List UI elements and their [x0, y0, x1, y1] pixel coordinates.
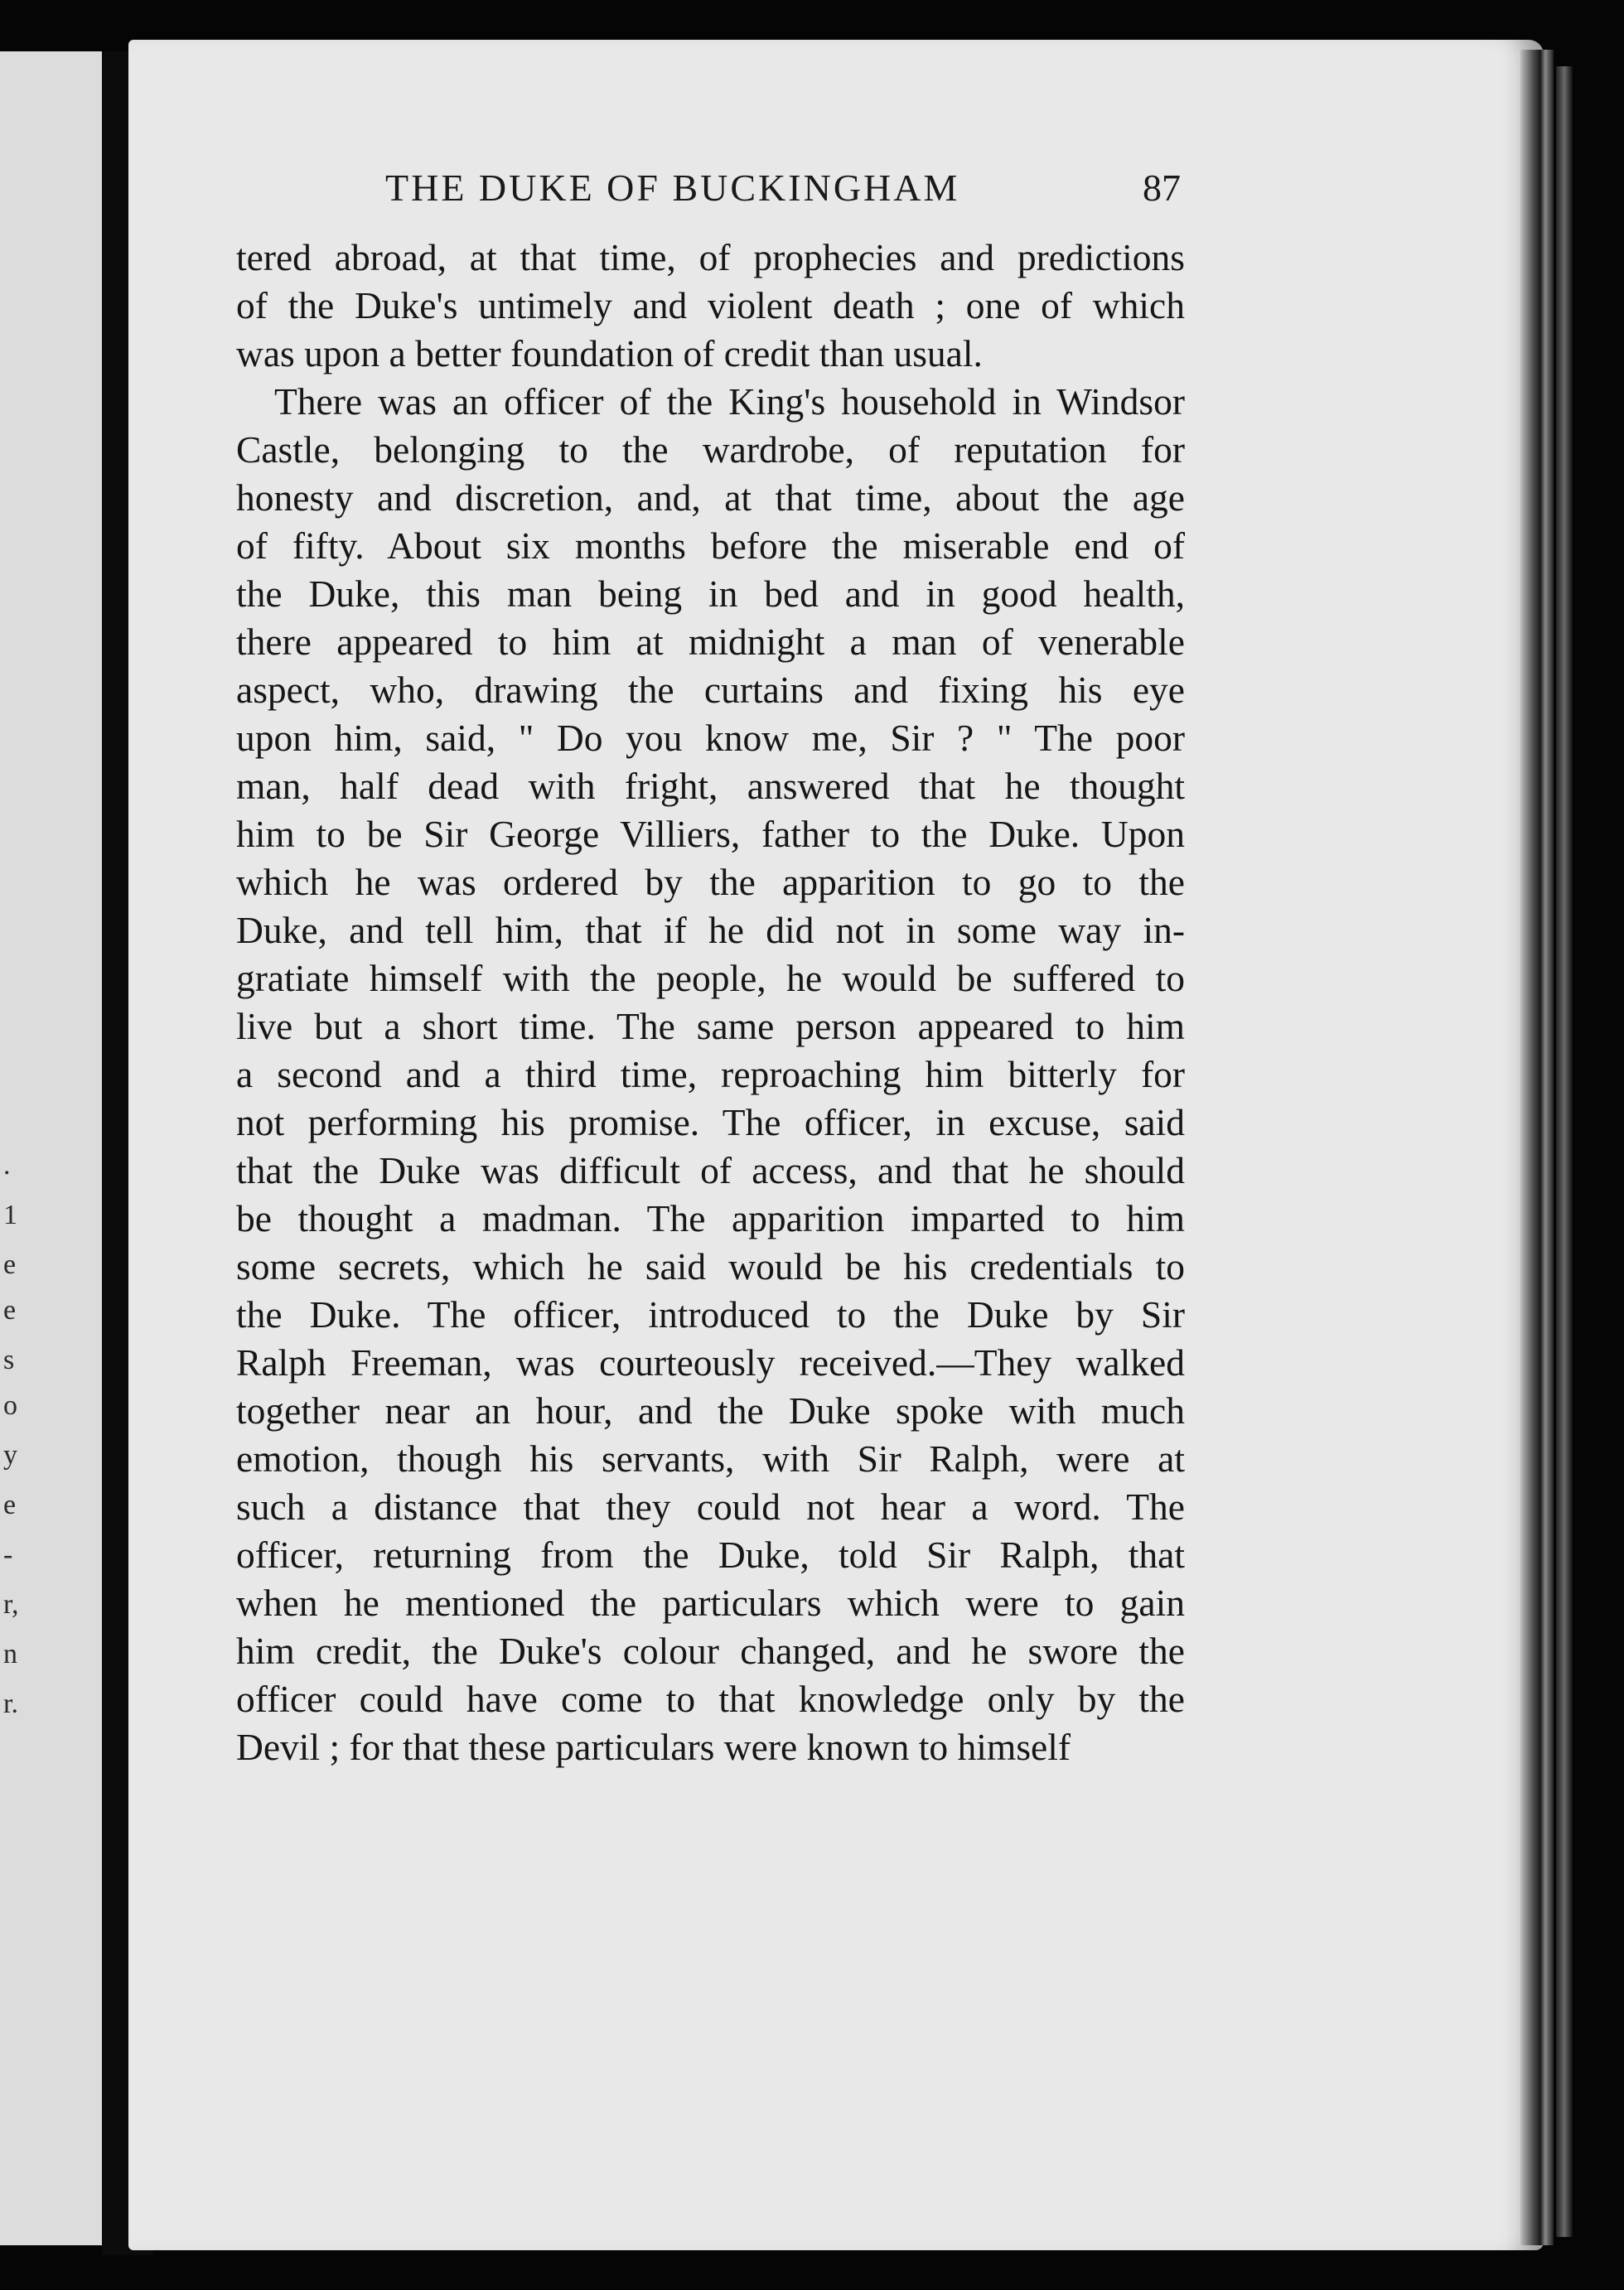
text-line: some secrets, which he said would be his credentials to [236, 1245, 1185, 1288]
margin-fragment: e [3, 1295, 17, 1326]
text-line: aspect, who, drawing the curtains and fixing his eye [236, 669, 1185, 711]
margin-fragment: 1 [3, 1200, 17, 1230]
body-text [236, 234, 1185, 1771]
running-header [385, 166, 1181, 224]
margin-fragment: y [3, 1440, 17, 1471]
page-stack-edge-outer [1556, 66, 1573, 2237]
text-line: there appeared to him at midnight a man of venerable [236, 621, 1185, 663]
text-line: of the Duke's untimely and violent death ; one of which [236, 284, 1185, 326]
text-line: live but a short time. The same person appeared to him [236, 1005, 1185, 1047]
text-line: which he was ordered by the apparition to go to the [236, 861, 1185, 903]
text-line: tered abroad, at that time, of prophecies and predictions [236, 236, 1185, 278]
margin-fragment: s [3, 1345, 15, 1375]
text-line: There was an officer of the King's household in Windsor [274, 380, 1185, 423]
margin-fragment: e [3, 1490, 17, 1520]
text-line: the Duke, this man being in bed and in good health, [236, 572, 1185, 615]
text-line: him credit, the Duke's colour changed, and he swore the [236, 1630, 1185, 1672]
text-line: when he mentioned the particulars which were to gain [236, 1582, 1185, 1624]
text-line: officer could have come to that knowledge only by the [236, 1678, 1185, 1720]
text-line: Ralph Freeman, was courteously received.—They walked [236, 1341, 1185, 1384]
margin-fragment: - [3, 1539, 13, 1570]
text-line: Castle, belonging to the wardrobe, of reputation for [236, 428, 1185, 471]
text-line: together near an hour, and the Duke spoke with much [236, 1389, 1185, 1432]
text-line: not performing his promise. The officer, in excuse, said [236, 1101, 1185, 1143]
text-line: gratiate himself with the people, he would be suffered to [236, 957, 1185, 999]
text-line: officer, returning from the Duke, told Sir Ralph, that [236, 1534, 1185, 1576]
text-line: be thought a madman. The apparition imparted to him [236, 1197, 1185, 1239]
text-line: such a distance that they could not hear a word. The [236, 1486, 1185, 1528]
margin-fragment: r. [3, 1689, 18, 1719]
facing-page-edge [0, 51, 104, 2245]
text-line: him to be Sir George Villiers, father to the Duke. Upon [236, 813, 1185, 855]
margin-fragment: . [3, 1150, 11, 1181]
text-line: upon him, said, " Do you know me, Sir ? " The poor [236, 717, 1185, 759]
text-line: honesty and discretion, and, at that time, about the age [236, 476, 1185, 519]
text-line: the Duke. The officer, introduced to the Duke by Sir [236, 1293, 1185, 1336]
text-line: a second and a third time, reproaching him bitterly for [236, 1053, 1185, 1095]
text-line: that the Duke was difficult of access, and that he should [236, 1149, 1185, 1191]
margin-fragment: o [3, 1390, 17, 1421]
page-number: 87 [1143, 167, 1181, 209]
page-stack-edge [1520, 50, 1554, 2245]
running-title: THE DUKE OF BUCKINGHAM [385, 167, 960, 209]
margin-fragment: n [3, 1639, 17, 1669]
text-line: of fifty. About six months before the miserable end of [236, 524, 1185, 567]
text-line: emotion, though his servants, with Sir Ralph, were at [236, 1437, 1185, 1480]
margin-fragment: e [3, 1249, 17, 1280]
text-line: man, half dead with fright, answered that he thought [236, 765, 1185, 807]
text-line: Devil ; for that these particulars were known to himself [236, 1726, 1071, 1768]
text-line: Duke, and tell him, that if he did not in some way in- [236, 909, 1185, 951]
margin-fragment: r, [3, 1589, 19, 1620]
text-line: was upon a better foundation of credit than usual. [236, 332, 983, 374]
